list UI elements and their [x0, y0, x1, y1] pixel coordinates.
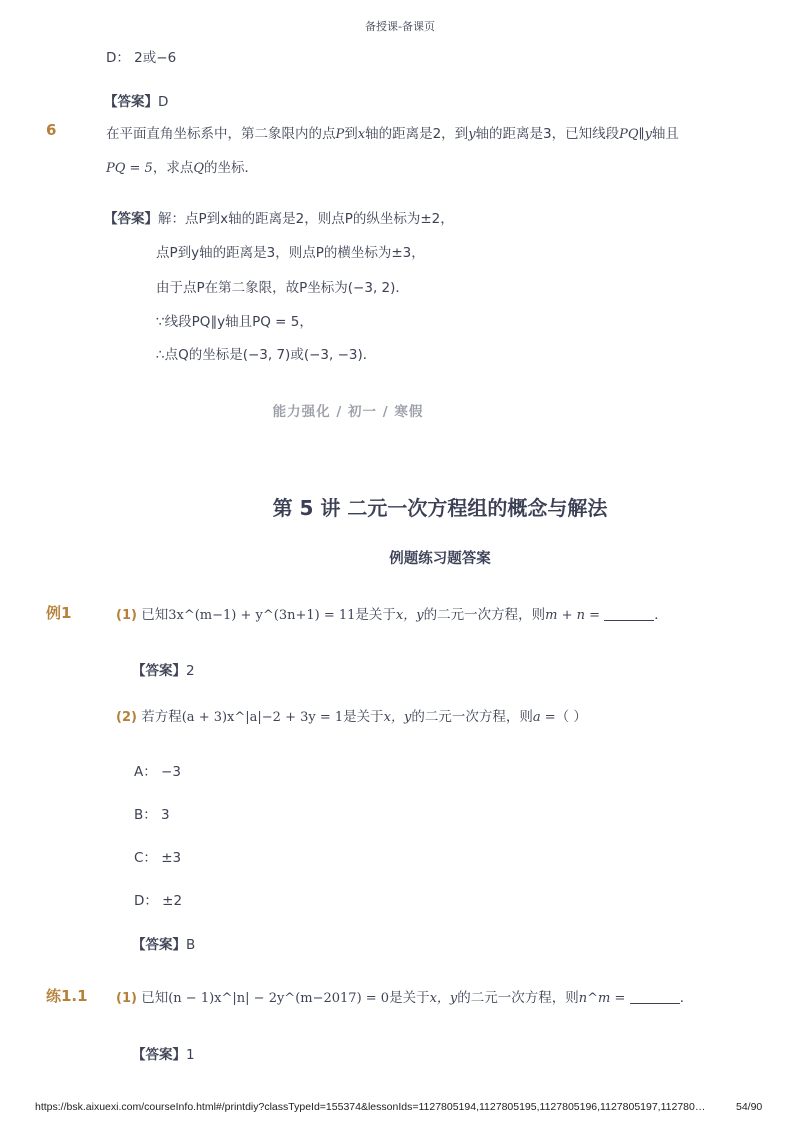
choice-paren: （ ） [555, 709, 587, 725]
q5-option-d: D： 2或−6 [106, 50, 177, 66]
ex1-part1-question [116, 603, 668, 623]
example-label: 例1 [46, 604, 72, 622]
page-header-title: 备授课-备课页 [365, 20, 435, 33]
question-number: 6 [46, 121, 57, 139]
page-number: 54/90 [736, 1101, 763, 1113]
part-number: (1) [116, 991, 137, 1006]
asked-expression: m + n = [545, 608, 600, 623]
q6-var: y [468, 127, 476, 142]
q6-text: 在平面直角坐标系中，第二象限内的点 [106, 126, 336, 142]
q6-var: P [335, 127, 345, 142]
option-b: B： 3 [134, 807, 170, 823]
q6-var: PQ [619, 127, 639, 142]
asked-expression: n^m = [578, 991, 626, 1006]
question-text: 若方程 [141, 709, 182, 725]
answer-label: 【答案】 [132, 937, 186, 953]
question-text: 已知 [141, 990, 169, 1006]
practice-label: 练1.1 [46, 987, 88, 1005]
answer-value: 1 [186, 1047, 195, 1063]
question-text: ． [679, 990, 694, 1006]
answer-value: D [158, 94, 169, 110]
answer-label: 【答案】 [132, 663, 186, 679]
solution-line: 由于点P在第二象限，故P坐标为(−3, 2)． [156, 280, 409, 296]
pr11-part1-question [116, 986, 693, 1006]
q6-text: 轴的距离是2，到 [365, 126, 469, 142]
equation: (a + 3)x^|a|−2 + 3y = 1 [181, 710, 344, 725]
q6-math: PQ = 5 [106, 161, 153, 176]
q6-solution-line1 [104, 207, 454, 227]
part-number: (1) [116, 608, 137, 623]
question-text: 的二元一次方程，则 [411, 709, 533, 725]
variables: x，y [383, 710, 412, 725]
q6-symbol: ∥ [638, 127, 645, 142]
lecture-title: 第 5 讲 二元一次方程组的概念与解法 [272, 496, 608, 520]
option-c: C： ±3 [134, 850, 182, 866]
option-d: D： ±2 [134, 893, 183, 909]
q6-var: y [644, 127, 652, 142]
ex1-part1-answer [132, 659, 195, 679]
q6-var: x [357, 127, 366, 142]
q6-question-line2 [106, 156, 258, 176]
section-watermark: 能力强化 / 初一 / 寒假 [272, 404, 424, 420]
option-a: A： −3 [134, 764, 181, 780]
solution-line: ∴点Q的坐标是(−3, 7)或(−3, −3)． [156, 347, 377, 363]
q6-text: 轴的距离是3，已知线段 [475, 126, 620, 142]
part-number: (2) [116, 710, 137, 725]
solution-line: 点P到y轴的距离是3，则点P的横坐标为±3， [156, 245, 425, 261]
answer-label: 【答案】 [132, 1047, 186, 1063]
q6-text: 到 [344, 126, 358, 142]
answer-value: 2 [186, 663, 195, 679]
question-text: 是关于 [343, 709, 384, 725]
q6-text: 的坐标． [204, 160, 259, 176]
answer-value: B [186, 937, 196, 953]
answer-label: 【答案】 [104, 211, 158, 227]
q6-question-line1 [106, 122, 679, 142]
answer-blank [630, 991, 680, 1004]
lecture-subtitle: 例题练习题答案 [389, 551, 491, 567]
equation: 3x^(m−1) + y^(3n+1) = 11 [168, 608, 356, 623]
solution-line: ∵线段PQ∥y轴且PQ = 5， [156, 314, 313, 330]
equation: (n − 1)x^|n| − 2y^(m−2017) = 0 [168, 991, 390, 1006]
print-footer-url: https://bsk.aixuexi.com/courseInfo.html#/printdiy?classTypeId=155374&lessonIds=1127805194,1127805195,1127805196,1127805197,112780… [35, 1101, 706, 1113]
ex1-part2-question [116, 705, 587, 725]
variables: x，y [429, 991, 458, 1006]
answer-label: 【答案】 [104, 94, 158, 110]
question-text: ． [654, 607, 668, 623]
asked-expression: a = [532, 710, 556, 725]
pr11-answer [132, 1043, 195, 1063]
question-text: 已知 [141, 607, 169, 623]
ex1-part2-answer [132, 933, 195, 953]
q6-text: 轴且 [651, 126, 679, 142]
answer-blank [604, 608, 654, 621]
question-text: 的二元一次方程，则 [457, 990, 579, 1006]
q5-answer [104, 90, 168, 110]
q6-var: Q [193, 161, 205, 176]
variables: x，y [395, 608, 424, 623]
q6-text: ，求点 [152, 160, 194, 176]
question-text: 是关于 [389, 990, 430, 1006]
question-text: 的二元一次方程，则 [423, 607, 546, 623]
question-text: 是关于 [355, 607, 396, 623]
solution-line: 解：点P到x轴的距离是2，则点P的纵坐标为±2， [158, 211, 454, 227]
